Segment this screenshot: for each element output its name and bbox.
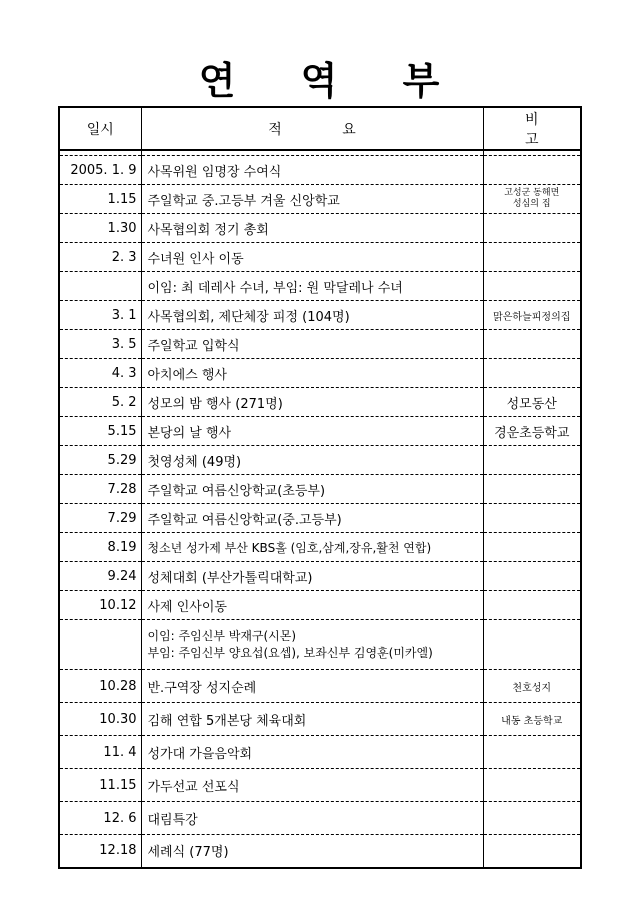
table-row xyxy=(59,736,581,769)
table-row xyxy=(59,214,581,243)
row-date: 11. 4 xyxy=(59,736,141,769)
row-date: 7.29 xyxy=(59,504,141,533)
table-row xyxy=(59,504,581,533)
row-date: 2005. 1. 9 xyxy=(59,156,141,185)
row-note: 경운초등학교 xyxy=(483,417,581,446)
table-row xyxy=(59,562,581,591)
row-desc: 김해 연합 5개본당 체육대회 xyxy=(141,703,483,736)
row-desc: 수녀원 인사 이동 xyxy=(141,243,483,272)
row-note xyxy=(483,272,581,301)
row-date: 8.19 xyxy=(59,533,141,562)
row-note: 내동 초등학교 xyxy=(483,703,581,736)
table-row xyxy=(59,446,581,475)
row-date xyxy=(59,272,141,301)
row-date xyxy=(59,620,141,670)
row-date: 10.12 xyxy=(59,591,141,620)
table-row xyxy=(59,359,581,388)
row-note xyxy=(483,359,581,388)
header-desc: 적 요 xyxy=(141,107,483,150)
row-note: 천호성지 xyxy=(483,670,581,703)
row-note xyxy=(483,243,581,272)
table-row xyxy=(59,835,581,868)
row-note xyxy=(483,446,581,475)
row-note-line: 성심의 집 xyxy=(512,199,551,209)
row-date: 1.30 xyxy=(59,214,141,243)
table-row xyxy=(59,156,581,185)
row-desc: 이임: 최 데레사 수녀, 부임: 원 막달레나 수녀 xyxy=(141,272,483,301)
table-row xyxy=(59,620,581,670)
header-date: 일시 xyxy=(59,107,141,150)
header-note: 비 고 xyxy=(483,107,581,150)
row-date: 5.15 xyxy=(59,417,141,446)
row-note xyxy=(483,591,581,620)
row-desc: 청소년 성가제 부산 KBS홀 (임호,삼계,장유,활천 연합) xyxy=(141,533,483,562)
row-note xyxy=(483,504,581,533)
table-row xyxy=(59,591,581,620)
row-date: 9.24 xyxy=(59,562,141,591)
row-note xyxy=(483,769,581,802)
row-date: 12.18 xyxy=(59,835,141,868)
row-date: 5. 2 xyxy=(59,388,141,417)
row-desc: 주일학교 여름신앙학교(초등부) xyxy=(141,475,483,504)
table-row xyxy=(59,417,581,446)
row-note xyxy=(483,736,581,769)
table-row xyxy=(59,243,581,272)
page-title: 연 역 부 xyxy=(198,59,466,103)
row-date: 5.29 xyxy=(59,446,141,475)
row-desc: 대림특강 xyxy=(141,802,483,835)
row-desc: 가두선교 선포식 xyxy=(141,769,483,802)
row-note: 맑은하늘피정의집 xyxy=(483,301,581,330)
row-note xyxy=(483,185,581,214)
row-note xyxy=(483,475,581,504)
row-date: 10.28 xyxy=(59,670,141,703)
row-desc: 성체대회 (부산가톨릭대학교) xyxy=(141,562,483,591)
chronology-table xyxy=(58,106,582,869)
row-note xyxy=(483,330,581,359)
row-note xyxy=(483,562,581,591)
table-row xyxy=(59,301,581,330)
row-desc: 주일학교 여름신앙학교(중.고등부) xyxy=(141,504,483,533)
row-desc: 주일학교 입학식 xyxy=(141,330,483,359)
table-row xyxy=(59,475,581,504)
row-note xyxy=(483,214,581,243)
row-desc: 사제 인사이동 xyxy=(141,591,483,620)
row-desc: 세례식 (77명) xyxy=(141,835,483,868)
row-note xyxy=(483,802,581,835)
row-desc: 반.구역장 성지순례 xyxy=(141,670,483,703)
table-row xyxy=(59,802,581,835)
row-date: 12. 6 xyxy=(59,802,141,835)
row-desc: 본당의 날 행사 xyxy=(141,417,483,446)
row-date: 3. 1 xyxy=(59,301,141,330)
row-note xyxy=(483,620,581,670)
table-row xyxy=(59,272,581,301)
row-desc: 주일학교 중.고등부 겨울 신앙학교 xyxy=(141,185,483,214)
row-date: 3. 5 xyxy=(59,330,141,359)
row-date: 10.30 xyxy=(59,703,141,736)
row-desc: 사목협의회, 제단체장 피정 (104명) xyxy=(141,301,483,330)
row-date: 7.28 xyxy=(59,475,141,504)
row-date: 2. 3 xyxy=(59,243,141,272)
row-note-line: 고성군 동해면 xyxy=(504,188,560,198)
table-row xyxy=(59,388,581,417)
table-row xyxy=(59,703,581,736)
table-row xyxy=(59,185,581,214)
row-desc: 성모의 밤 행사 (271명) xyxy=(141,388,483,417)
row-note: 성모동산 xyxy=(483,388,581,417)
row-note xyxy=(483,533,581,562)
row-desc xyxy=(141,620,483,670)
row-desc: 첫영성체 (49명) xyxy=(141,446,483,475)
row-desc: 성가대 가을음악회 xyxy=(141,736,483,769)
header-row xyxy=(59,107,581,150)
row-desc: 아치에스 행사 xyxy=(141,359,483,388)
row-date: 1.15 xyxy=(59,185,141,214)
table-row xyxy=(59,330,581,359)
row-note xyxy=(483,835,581,868)
row-desc-line: 이임: 주임신부 박재구(시몬) xyxy=(147,628,297,643)
table-row xyxy=(59,670,581,703)
row-desc-line: 부임: 주임신부 양요섭(요셉), 보좌신부 김영훈(미카엘) xyxy=(147,645,433,660)
row-date: 11.15 xyxy=(59,769,141,802)
row-note xyxy=(483,156,581,185)
row-desc: 사목위원 임명장 수여식 xyxy=(141,156,483,185)
table-row xyxy=(59,533,581,562)
row-date: 4. 3 xyxy=(59,359,141,388)
table-row xyxy=(59,769,581,802)
row-desc: 사목협의회 정기 총회 xyxy=(141,214,483,243)
